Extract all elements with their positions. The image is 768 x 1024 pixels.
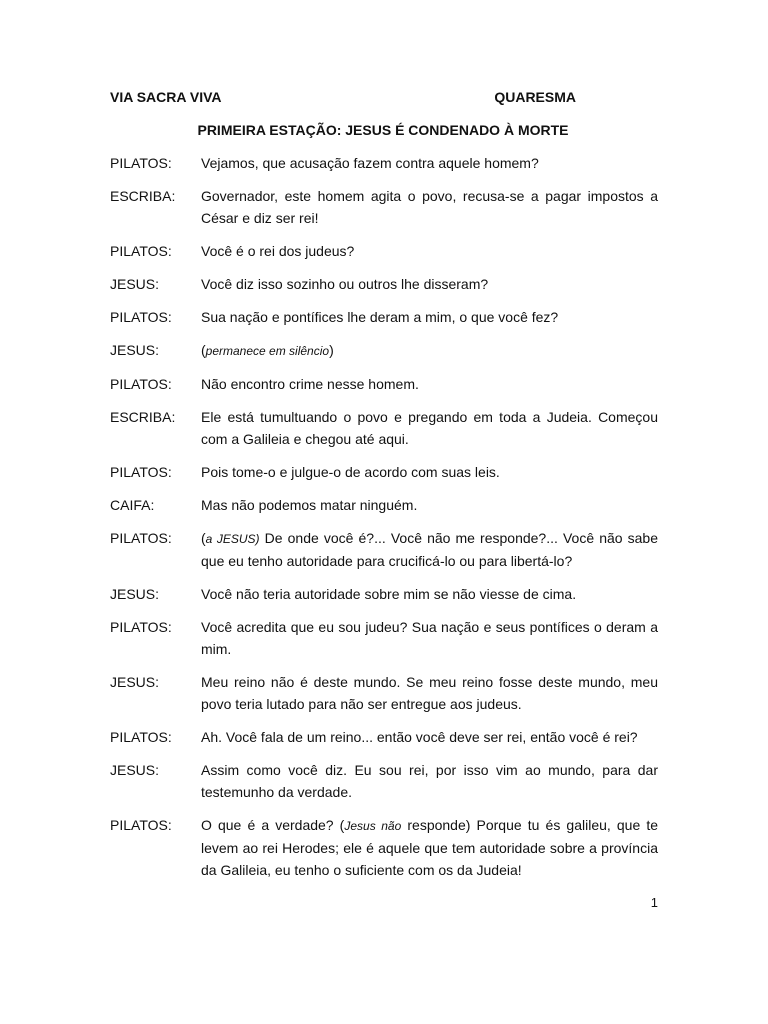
speaker-name: JESUS: <box>110 674 160 690</box>
speaker-name: PILATOS: <box>110 243 172 259</box>
dialogue-line <box>110 494 658 516</box>
dialogue-line <box>110 583 658 605</box>
speech-segment: Você diz isso sozinho ou outros lhe disseram? <box>201 276 489 292</box>
speech-text <box>201 527 658 572</box>
speech-text <box>201 814 658 881</box>
speaker-name: ESCRIBA: <box>110 409 176 425</box>
speech-segment: Ah. Você fala de um reino... então você deve ser rei, então você é rei? <box>201 729 638 745</box>
speaker-name: CAIFA: <box>110 497 155 513</box>
dialogue-line <box>110 406 658 450</box>
speech-text <box>201 494 658 516</box>
speaker-name: JESUS: <box>110 276 160 292</box>
speech-text <box>201 406 658 450</box>
dialogue-line <box>110 616 658 660</box>
dialogue-line <box>110 339 658 362</box>
speaker-name: PILATOS: <box>110 729 172 745</box>
speech-text <box>201 240 658 262</box>
dialogue-line <box>110 273 658 295</box>
speech-segment: Governador, este homem agita o povo, recusa-se a pagar impostos a César e diz ser rei! <box>201 188 658 226</box>
speech-text <box>201 726 658 748</box>
dialogue-line <box>110 527 658 572</box>
dialogue <box>110 152 658 892</box>
stage-direction: permanece em silêncio <box>205 344 330 358</box>
header-title: VIA SACRA VIVA <box>110 89 222 105</box>
stage-direction: Jesus não <box>344 819 402 833</box>
speaker-name: ESCRIBA: <box>110 188 176 204</box>
dialogue-line <box>110 240 658 262</box>
dialogue-line <box>110 306 658 328</box>
speech-segment: Não encontro crime nesse homem. <box>201 376 419 392</box>
speech-segment: Sua nação e pontífices lhe deram a mim, o que você fez? <box>201 309 559 325</box>
dialogue-line <box>110 671 658 715</box>
speaker-name: PILATOS: <box>110 817 172 833</box>
dialogue-line <box>110 185 658 229</box>
speech-segment: responde) Porque tu és galileu, que te levem ao rei Herodes; ele é aquele que tem autoridade sobre a província da Galileia, eu tenho o suficiente com os da Judeia! <box>201 817 659 878</box>
speech-text <box>201 616 658 660</box>
speech-text <box>201 339 658 362</box>
speaker-name: JESUS: <box>110 586 160 602</box>
dialogue-line <box>110 759 658 803</box>
speaker-name: PILATOS: <box>110 530 172 546</box>
dialogue-line <box>110 373 658 395</box>
speaker-name: PILATOS: <box>110 619 172 635</box>
speaker-name: PILATOS: <box>110 155 172 171</box>
document-header <box>110 87 576 107</box>
speech-segment: ) <box>329 342 334 358</box>
speech-segment: Ele está tumultuando o povo e pregando em toda a Judeia. Começou com a Galileia e chegou até aqui. <box>201 409 658 447</box>
speech-segment: ( <box>201 530 206 546</box>
speech-segment: De onde você é?... Você não me responde?... Você não sabe que eu tenho autoridade para crucificá-lo ou para libertá-lo? <box>201 530 658 569</box>
speech-text <box>201 461 658 483</box>
speech-text <box>201 373 658 395</box>
speech-segment: O que é a verdade? ( <box>201 817 345 833</box>
speech-segment: Mas não podemos matar ninguém. <box>201 497 418 513</box>
speaker-name: PILATOS: <box>110 309 172 325</box>
speech-segment: Meu reino não é deste mundo. Se meu reino fosse deste mundo, meu povo teria lutado para não ser entregue aos judeus. <box>201 674 658 712</box>
dialogue-line <box>110 814 658 881</box>
dialogue-line <box>110 726 658 748</box>
speech-segment: Vejamos, que acusação fazem contra aquele homem? <box>201 155 539 171</box>
stage-direction: a JESUS) <box>205 532 260 546</box>
speech-text <box>201 273 658 295</box>
speech-text <box>201 185 658 229</box>
speaker-name: PILATOS: <box>110 376 172 392</box>
page-number: 1 <box>650 895 658 910</box>
speaker-name: PILATOS: <box>110 464 172 480</box>
speech-segment: Você é o rei dos judeus? <box>201 243 355 259</box>
speech-segment: Você não teria autoridade sobre mim se não viesse de cima. <box>201 586 577 602</box>
speech-segment: Assim como você diz. Eu sou rei, por isso vim ao mundo, para dar testemunho da verdade. <box>201 762 658 800</box>
speech-text <box>201 671 658 715</box>
speech-text <box>201 152 658 174</box>
station-title: PRIMEIRA ESTAÇÃO: JESUS É CONDENADO À MORTE <box>197 122 569 138</box>
speech-text <box>201 759 658 803</box>
dialogue-line <box>110 461 658 483</box>
speech-segment: ( <box>201 342 206 358</box>
dialogue-line <box>110 152 658 174</box>
header-season: QUARESMA <box>494 89 576 105</box>
speech-segment: Você acredita que eu sou judeu? Sua nação e seus pontífices o deram a mim. <box>201 619 658 657</box>
speech-text <box>201 583 658 605</box>
speaker-name: JESUS: <box>110 762 160 778</box>
speech-segment: Pois tome-o e julgue-o de acordo com suas leis. <box>201 464 500 480</box>
speech-text <box>201 306 658 328</box>
speaker-name: JESUS: <box>110 342 160 358</box>
